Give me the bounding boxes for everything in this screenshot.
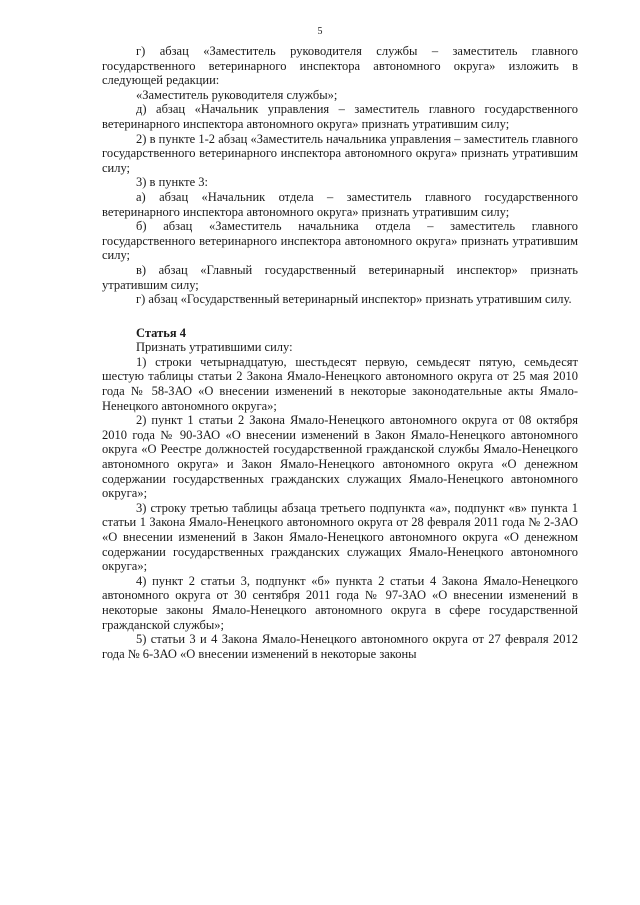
list-item: 2) пункт 1 статьи 2 Закона Ямало-Ненецкого автономного округа от 08 октября 2010 года № 90-ЗАО «О внесении изменений в Закон Ямало-Ненецкого автономного округа «О Реестре должностей государственной гражданской службы Ямало-Ненецкого автономного округа» и Закон Ямало-Ненецкого автономного округа «О денежном содержании государственных гражданских служащих Ямало-Ненецкого автономного округа»; [102, 413, 578, 501]
list-item: 5) статьи 3 и 4 Закона Ямало-Ненецкого автономного округа от 27 февраля 2012 года № 6-ЗАО «О внесении изменений в некоторые законы [102, 632, 578, 661]
paragraph: г) абзац «Государственный ветеринарный инспектор» признать утратившим силу. [136, 292, 572, 307]
list-item: 3) строку третью таблицы абзаца третьего подпункта «а», подпункт «в» пункта 1 статьи 1 Закона Ямало-Ненецкого автономного округа от 28 февраля 2011 года № 2-ЗАО «О внесении изменений в Закон Ямало-Ненецкого автономного округа «О денежном содержании государственных гражданских служащих Ямало-Ненецкого автономного округа»; [102, 500, 578, 574]
paragraph: «Заместитель руководителя службы»; [136, 87, 338, 102]
paragraph: г) абзац «Заместитель руководителя службы – заместитель главного государственного ветеринарного инспектора автономного округа» изложить в следующей редакции: [102, 44, 578, 88]
list-item: 4) пункт 2 статьи 3, подпункт «б» пункта 2 статьи 4 Закона Ямало-Ненецкого автономного округа от 30 сентября 2011 года № 97-ЗАО «О внесении изменений в некоторые законы Ямало-Ненецкого автономного округа в сфере государственной гражданской службы»; [102, 573, 578, 632]
paragraph: б) абзац «Заместитель начальника отдела – заместитель главного государственного ветеринарного инспектора автономного округа» признать утратившим силу; [102, 219, 578, 263]
article-intro: Признать утратившими силу: [136, 340, 293, 355]
document-body [102, 44, 578, 661]
article-4-body [102, 340, 578, 661]
section-amendments [102, 44, 578, 307]
page-number: 5 [317, 26, 323, 37]
article-title: Статья 4 [136, 325, 186, 340]
paragraph: 2) в пункте 1-2 абзац «Заместитель начальника управления – заместитель главного государственного ветеринарного инспектора автономного округа» признать утратившим силу; [102, 131, 578, 175]
paragraph: а) абзац «Начальник отдела – заместитель главного государственного ветеринарного инспектора автономного округа» признать утратившим силу; [102, 189, 578, 219]
paragraph: д) абзац «Начальник управления – заместитель главного государственного ветеринарного инспектора автономного округа» признать утратившим силу; [102, 102, 578, 131]
list-item: 1) строки четырнадцатую, шестьдесят первую, семьдесят пятую, семьдесят шестую таблицы статьи 2 Закона Ямало-Ненецкого автономного округа от 25 мая 2010 года № 58-ЗАО «О внесении изменений в некоторые законодательные акты Ямало-Ненецкого автономного округа»; [102, 354, 578, 413]
paragraph: в) абзац «Главный государственный ветеринарный инспектор» признать утратившим силу; [102, 262, 578, 292]
paragraph: 3) в пункте 3: [136, 175, 208, 190]
